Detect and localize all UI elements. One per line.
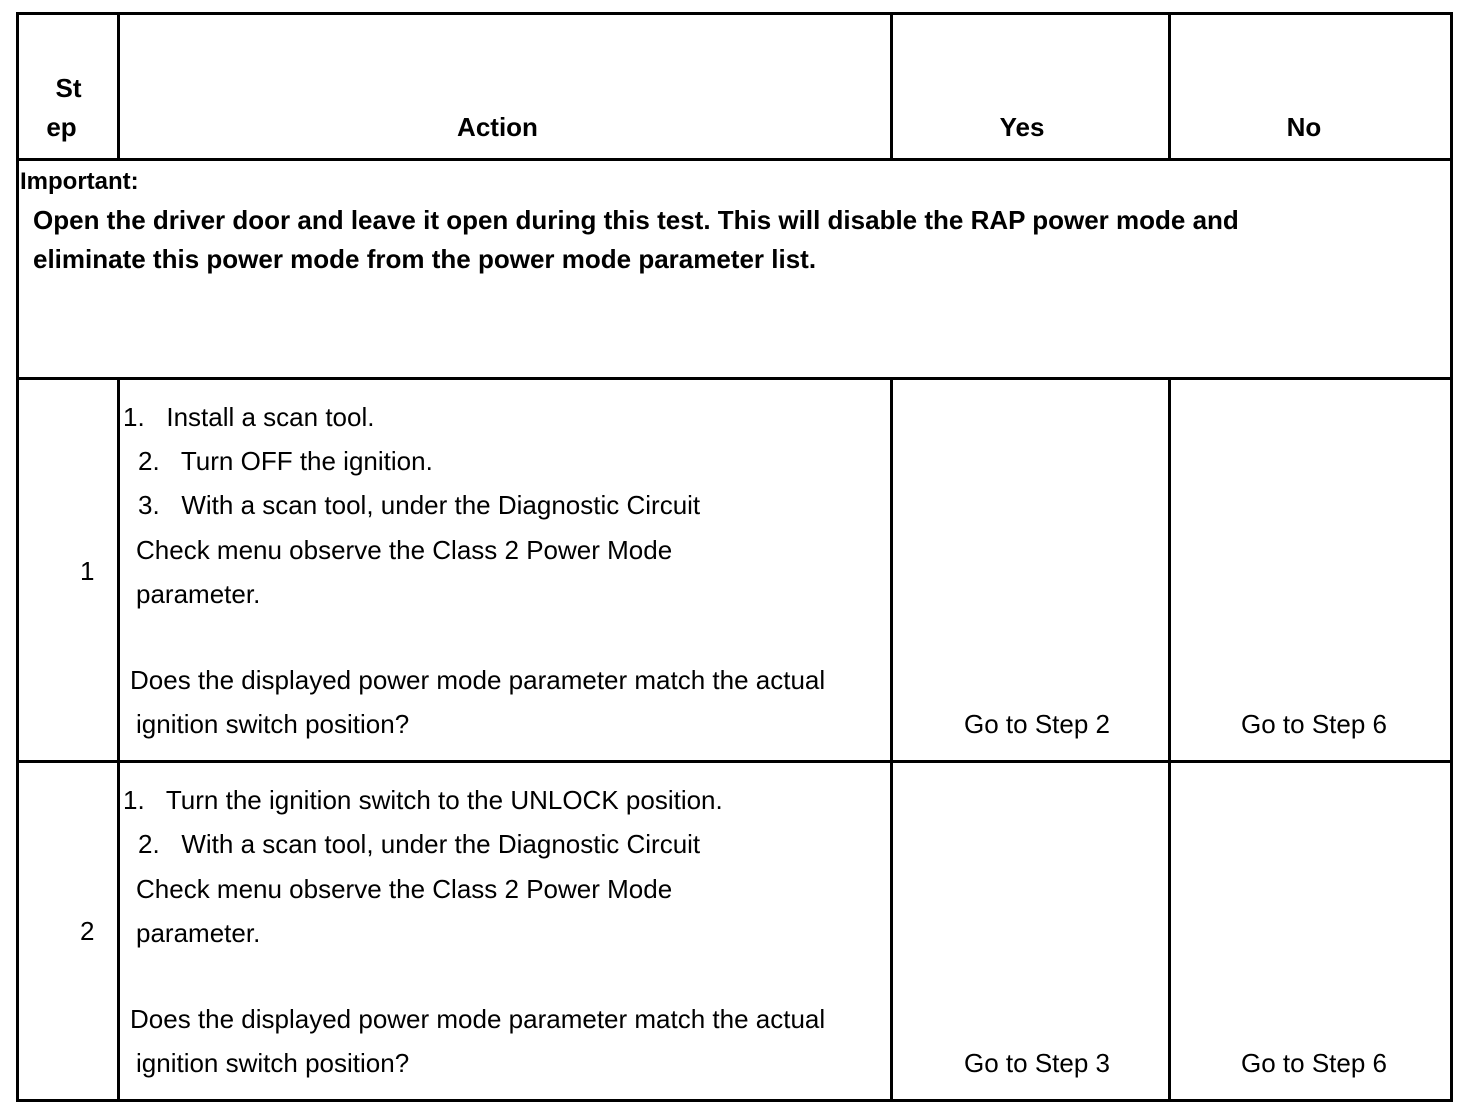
header-divider [16, 158, 1453, 161]
no-go-to-step: Go to Step 6 [1241, 1048, 1387, 1078]
yes-go-to-step: Go to Step 2 [964, 709, 1110, 739]
action-line: 3. With a scan tool, under the Diagnostic Circuit [138, 490, 701, 520]
important-text-line1: Open the driver door and leave it open during this test. This will disable the RAP power mode and [33, 205, 1239, 235]
col-divider-action [890, 377, 893, 1102]
action-line: 1. Install a scan tool. [123, 402, 375, 432]
no-go-to-step: Go to Step 6 [1241, 709, 1387, 739]
action-line: 1. Turn the ignition switch to the UNLOCK position. [123, 785, 723, 815]
col-divider-yes [1168, 377, 1171, 1102]
header-step-line1: St [55, 73, 82, 103]
action-question: Does the displayed power mode parameter match the actual [130, 665, 826, 695]
action-line: parameter. [136, 579, 261, 609]
action-line: 2. With a scan tool, under the Diagnostic Circuit [138, 829, 701, 859]
action-question: ignition switch position? [136, 709, 410, 739]
col-divider-step [117, 377, 120, 1102]
action-question: ignition switch position? [136, 1048, 410, 1078]
important-divider [16, 377, 1453, 380]
action-line: 2. Turn OFF the ignition. [138, 446, 433, 476]
action-line: Check menu observe the Class 2 Power Mode [136, 535, 673, 565]
table-border-bottom [16, 1099, 1453, 1102]
row-divider [16, 760, 1453, 763]
action-line: parameter. [136, 918, 261, 948]
step-number: 1 [80, 556, 95, 586]
important-text-line2: eliminate this power mode from the power mode parameter list. [33, 244, 817, 274]
action-line: Check menu observe the Class 2 Power Mode [136, 874, 673, 904]
header-no: No [1286, 112, 1322, 142]
table-border-left [16, 12, 19, 1102]
table-border-right [1450, 12, 1453, 1102]
action-question: Does the displayed power mode parameter match the actual [130, 1004, 826, 1034]
header-step-line2: ep [46, 112, 77, 142]
header-action: Action [457, 112, 538, 142]
step-number: 2 [80, 916, 95, 946]
important-label: Important: [20, 168, 139, 195]
table-border-top [16, 12, 1453, 15]
yes-go-to-step: Go to Step 3 [964, 1048, 1110, 1078]
header-yes: Yes [999, 112, 1045, 142]
